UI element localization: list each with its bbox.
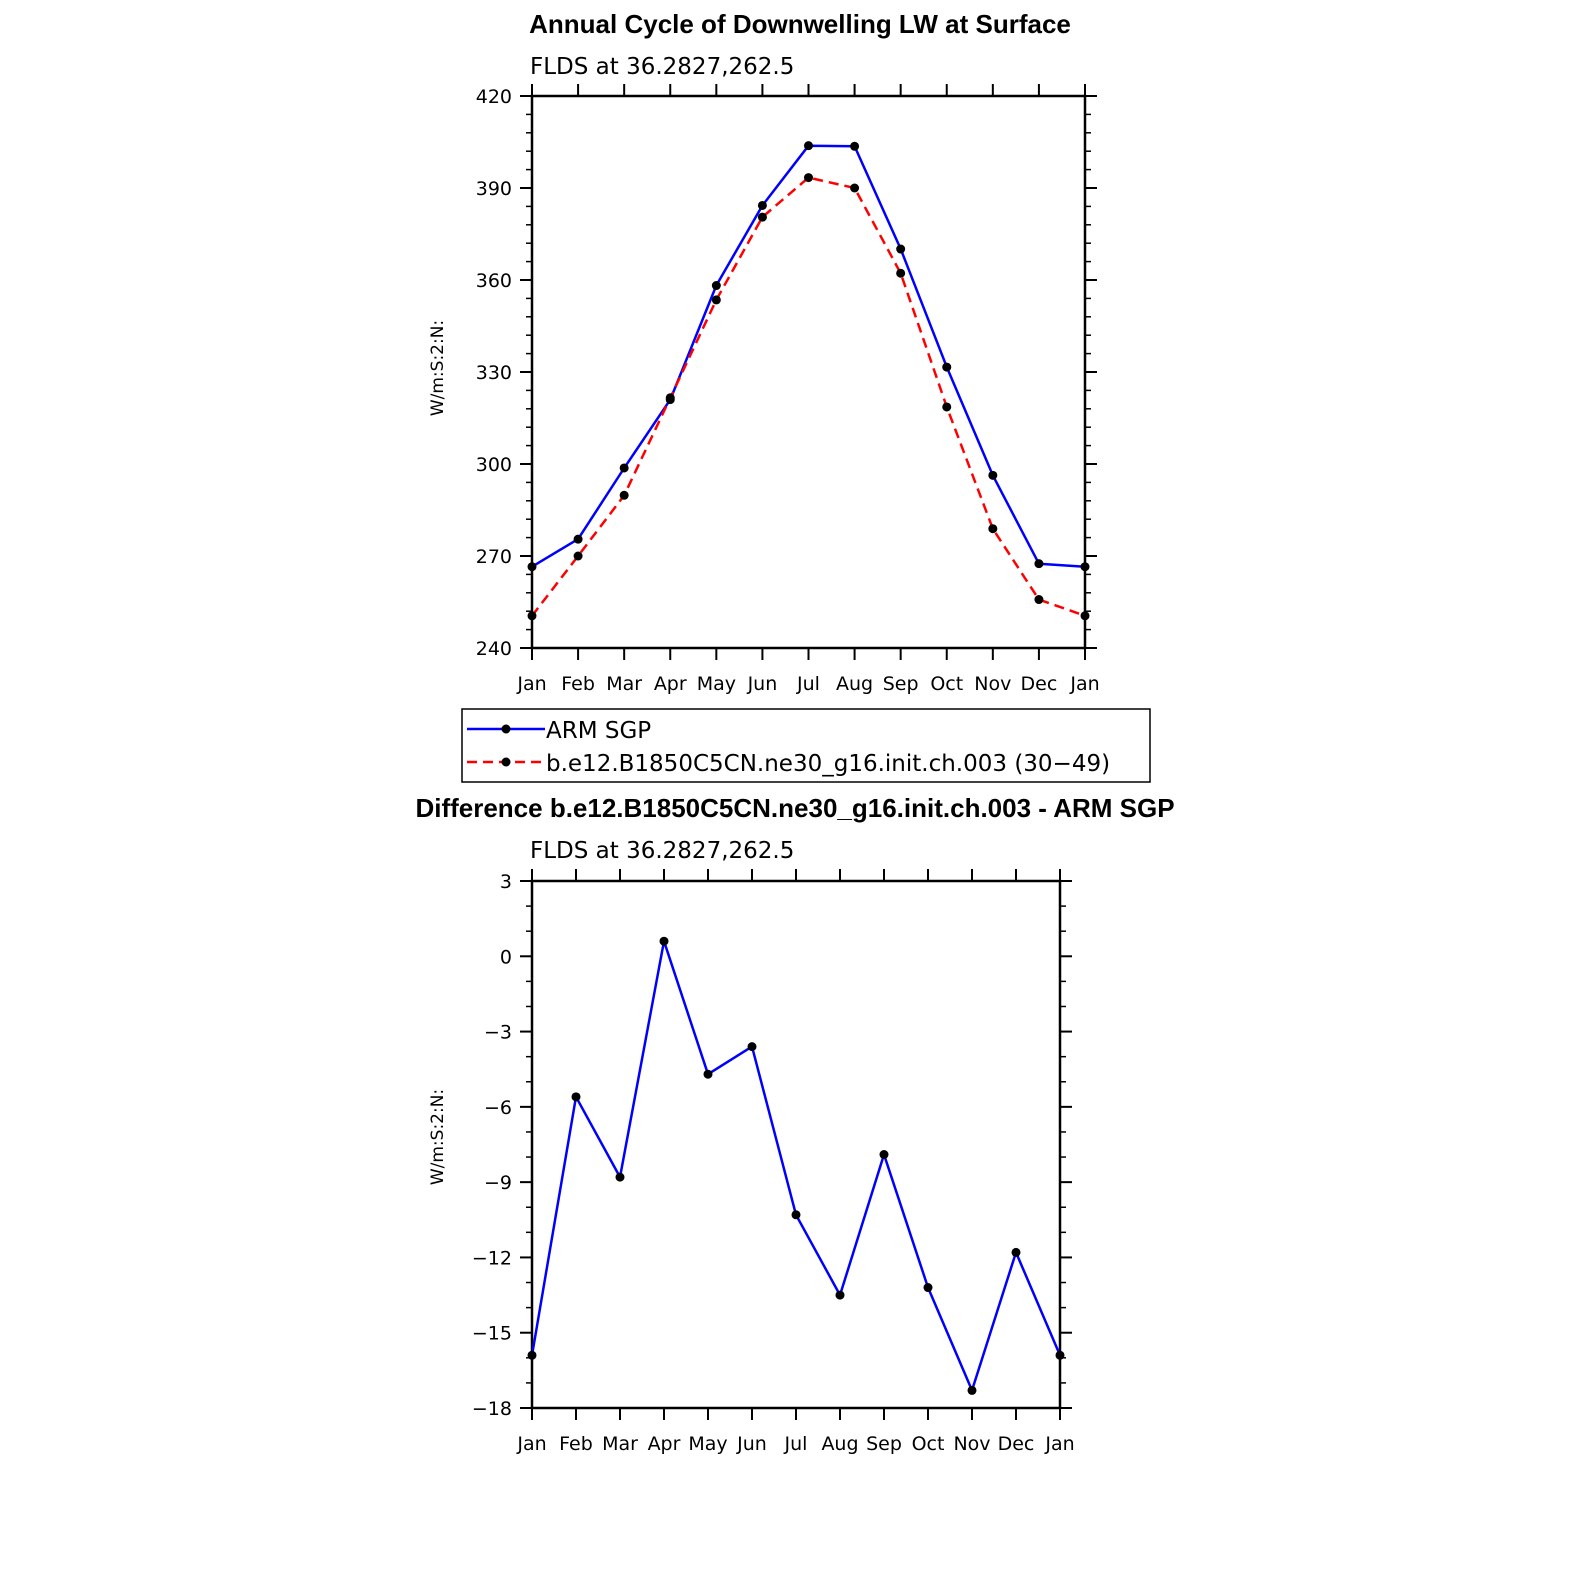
legend-label-arm-sgp: ARM SGP <box>546 718 652 744</box>
data-point <box>836 1291 845 1300</box>
x-tick-label: May <box>688 1433 728 1455</box>
legend <box>462 709 1150 782</box>
y-tick-label: −18 <box>471 1398 512 1420</box>
data-point <box>880 1150 889 1159</box>
y-tick-label: 0 <box>499 946 512 969</box>
x-tick-label: Dec <box>1020 673 1058 695</box>
data-point <box>924 1283 933 1292</box>
data-point <box>528 1351 537 1360</box>
y-tick-label: 240 <box>475 638 512 660</box>
y-tick-label: −3 <box>483 1021 512 1044</box>
y-tick-label: −15 <box>471 1322 512 1345</box>
data-point <box>850 184 859 193</box>
data-point <box>528 611 537 620</box>
y-tick-label: 360 <box>475 270 512 292</box>
x-tick-label: Apr <box>653 673 687 695</box>
y-tick-label: 420 <box>475 86 512 108</box>
x-tick-label: Jan <box>517 1433 547 1455</box>
y-tick-label: 300 <box>475 454 512 476</box>
series-line-0 <box>532 146 1085 567</box>
x-tick-label: Jun <box>747 673 778 695</box>
data-point <box>574 552 583 561</box>
x-tick-label: Mar <box>606 673 643 695</box>
x-tick-label: Apr <box>647 1433 681 1455</box>
series-line-0 <box>532 941 1060 1390</box>
data-point <box>1034 595 1043 604</box>
x-tick-label: Jul <box>784 1433 808 1455</box>
data-point <box>942 402 951 411</box>
data-point <box>660 937 669 946</box>
x-tick-label: Nov <box>953 1433 991 1455</box>
x-tick-label: May <box>696 673 736 695</box>
x-tick-label: Dec <box>997 1433 1035 1455</box>
x-tick-label: Mar <box>602 1433 638 1455</box>
data-point <box>620 463 629 472</box>
chart-subtitle: FLDS at 36.2827,262.5 <box>530 54 795 80</box>
x-tick-label: Jul <box>797 673 820 695</box>
legend-marker-model <box>502 758 511 767</box>
data-point <box>712 295 721 304</box>
data-point <box>896 269 905 278</box>
data-point <box>1081 611 1090 620</box>
x-tick-label: Oct <box>911 1433 945 1455</box>
x-tick-label: Aug <box>821 1433 859 1455</box>
plot-marks <box>476 84 1100 695</box>
x-tick-label: Jun <box>737 1433 767 1455</box>
x-tick-label: Oct <box>930 673 964 695</box>
annual-cycle-chart <box>428 9 1100 695</box>
legend-label-model: b.e12.B1850C5CN.ne30_g16.init.ch.003 (30−49) <box>546 751 1111 777</box>
x-tick-label: Nov <box>974 673 1012 695</box>
data-point <box>666 393 675 402</box>
data-point <box>792 1210 801 1219</box>
x-tick-label: Jan <box>1070 673 1100 695</box>
y-tick-label: −6 <box>483 1096 512 1119</box>
legend-marker-arm-sgp <box>502 725 511 734</box>
data-point <box>572 1092 581 1101</box>
data-point <box>850 142 859 151</box>
data-point <box>1034 559 1043 568</box>
y-tick-label: 270 <box>475 546 512 568</box>
data-point <box>712 281 721 290</box>
data-point <box>616 1173 625 1182</box>
x-tick-label: Aug <box>836 673 874 695</box>
plot-frame <box>532 881 1060 1408</box>
y-tick-label: −9 <box>483 1172 512 1195</box>
x-tick-label: Jan <box>1045 1433 1075 1455</box>
data-point <box>1056 1351 1065 1360</box>
data-point <box>1081 562 1090 571</box>
y-tick-label: 3 <box>499 871 512 893</box>
y-axis-label: W/m:S:2:N: <box>428 319 448 417</box>
data-point <box>620 491 629 500</box>
series-line-1 <box>532 178 1085 616</box>
data-point <box>804 173 813 182</box>
data-point <box>942 363 951 372</box>
plot-marks <box>472 869 1075 1455</box>
y-tick-label: 390 <box>475 178 512 200</box>
data-point <box>968 1386 977 1395</box>
data-point <box>804 141 813 150</box>
x-tick-label: Jan <box>517 673 547 695</box>
data-point <box>748 1042 757 1051</box>
y-tick-label: −12 <box>471 1247 512 1270</box>
x-tick-label: Sep <box>866 1433 902 1455</box>
x-tick-label: Feb <box>561 673 595 695</box>
y-axis-label: W/m:S:2:N: <box>428 1088 448 1186</box>
data-point <box>758 201 767 210</box>
chart-subtitle: FLDS at 36.2827,262.5 <box>530 838 795 864</box>
data-point <box>988 471 997 480</box>
data-point <box>758 213 767 222</box>
chart-title: Difference b.e12.B1850C5CN.ne30_g16.init.ch.003 - ARM SGP <box>415 793 1175 823</box>
difference-chart <box>415 793 1174 1455</box>
data-point <box>528 562 537 571</box>
x-tick-label: Sep <box>882 673 919 695</box>
data-point <box>988 524 997 533</box>
chart-title: Annual Cycle of Downwelling LW at Surface <box>529 9 1071 39</box>
data-point <box>1012 1248 1021 1257</box>
data-point <box>574 535 583 544</box>
x-tick-label: Feb <box>559 1433 593 1455</box>
y-tick-label: 330 <box>475 362 512 384</box>
data-point <box>896 245 905 254</box>
data-point <box>704 1070 713 1079</box>
